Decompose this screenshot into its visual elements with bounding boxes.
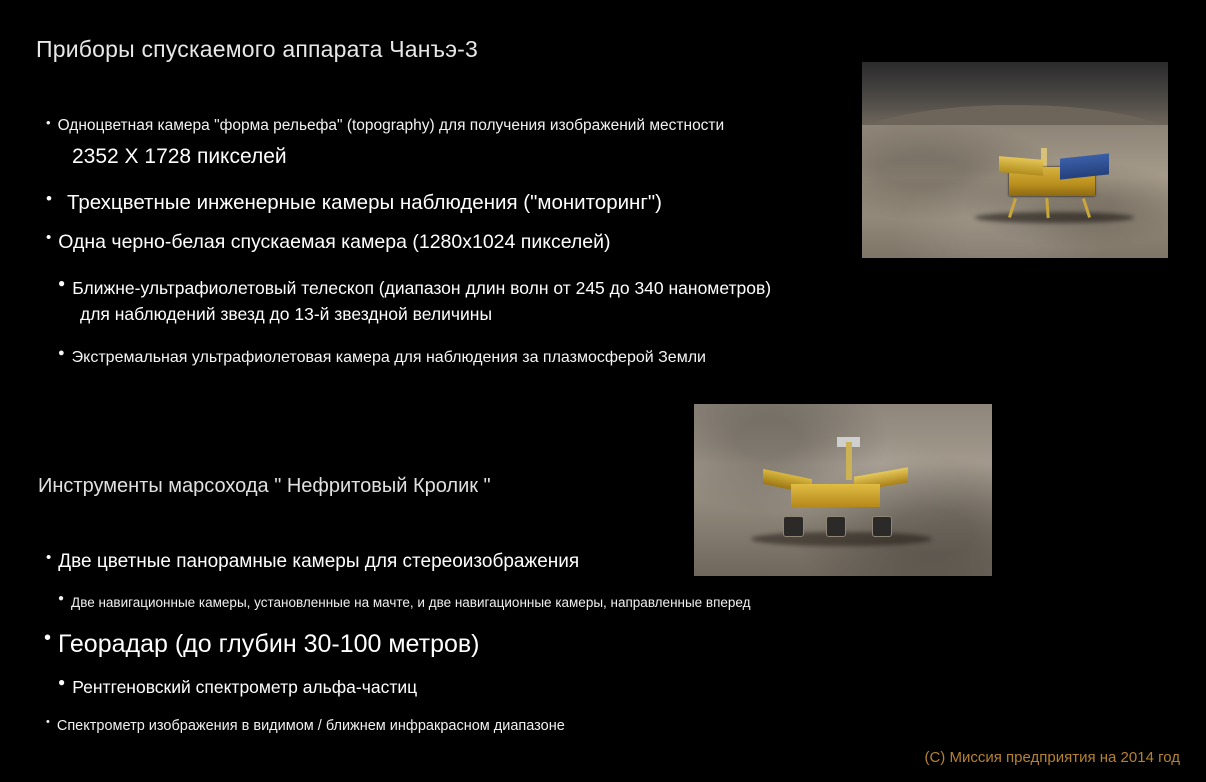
list-item	[46, 116, 724, 136]
bullet-dot-icon: •	[46, 229, 52, 246]
list-item	[44, 628, 480, 660]
list-item	[46, 230, 611, 255]
list-item-label: Две навигационные камеры, установленные на мачте, и две навигационные камеры, направленные вперед	[71, 595, 751, 610]
bullet-dot-icon: ●	[58, 276, 66, 290]
list-item	[46, 717, 565, 736]
list-item-label: Ближне-ультрафиолетовый телескоп (диапазон длин волн от 245 до 340 нанометров)	[72, 278, 772, 298]
bullet-dot-icon: ●	[58, 347, 65, 359]
list-item-label: Георадар (до глубин 30-100 метров)	[58, 630, 480, 658]
rover-mast	[846, 442, 852, 480]
lander-gold-panel	[999, 156, 1043, 176]
list-item	[46, 550, 579, 574]
list-item	[58, 348, 706, 368]
list-item	[58, 594, 751, 611]
list-item	[46, 190, 662, 216]
bullet-dot-icon: •	[46, 549, 52, 566]
rover-wheel	[872, 516, 893, 536]
bullet-dot-icon: •	[46, 716, 50, 728]
list-item-sub-label: для наблюдений звезд до 13-й звездной величины	[80, 304, 493, 324]
list-item-label: Трехцветные инженерные камеры наблюдения ("мониторинг")	[66, 191, 662, 214]
rover-photo	[694, 404, 992, 576]
list-item-sub-label: 2352 X 1728 пикселей	[72, 145, 287, 168]
page-title: Приборы спускаемого аппарата Чанъэ-3	[36, 36, 478, 62]
lander-photo	[862, 62, 1168, 258]
lander-leg	[1045, 197, 1049, 217]
list-item	[58, 277, 771, 299]
rover-wheel	[783, 516, 804, 536]
list-item-label: Рентгеновский спектрометр альфа-частиц	[72, 677, 418, 697]
section-title-rover: Инструменты марсохода " Нефритовый Кролик "	[38, 475, 491, 497]
bullet-dot-icon: ●	[58, 593, 65, 604]
list-item-label: Две цветные панорамные камеры для стереоизображения	[58, 551, 580, 572]
credit-text: (С) Миссия предприятия на 2014 год	[924, 749, 1180, 766]
bullet-dot-icon: •	[44, 627, 52, 649]
list-item-label: Спектрометр изображения в видимом / ближнем инфракрасном диапазоне	[56, 718, 565, 734]
change3-lander-graphic	[997, 148, 1119, 215]
bullet-dot-icon: ●	[58, 675, 66, 689]
bullet-dot-icon: •	[46, 115, 51, 130]
yutu-rover-graphic	[771, 456, 914, 539]
lander-shadow	[975, 212, 1134, 223]
list-item	[58, 676, 417, 698]
list-item-label: Экстремальная ультрафиолетовая камера для наблюдения за плазмосферой Земли	[71, 349, 706, 366]
list-item-label: Одна черно-белая спускаемая камера (1280x1024 пикселей)	[58, 231, 611, 253]
lander-solar-panel	[1060, 154, 1109, 180]
bullet-dot-icon: •	[46, 189, 52, 208]
list-item-label: Одноцветная камера "форма рельефа" (topography) для получения изображений местности	[57, 117, 725, 134]
rover-body	[791, 484, 880, 507]
rover-wheel	[826, 516, 847, 536]
